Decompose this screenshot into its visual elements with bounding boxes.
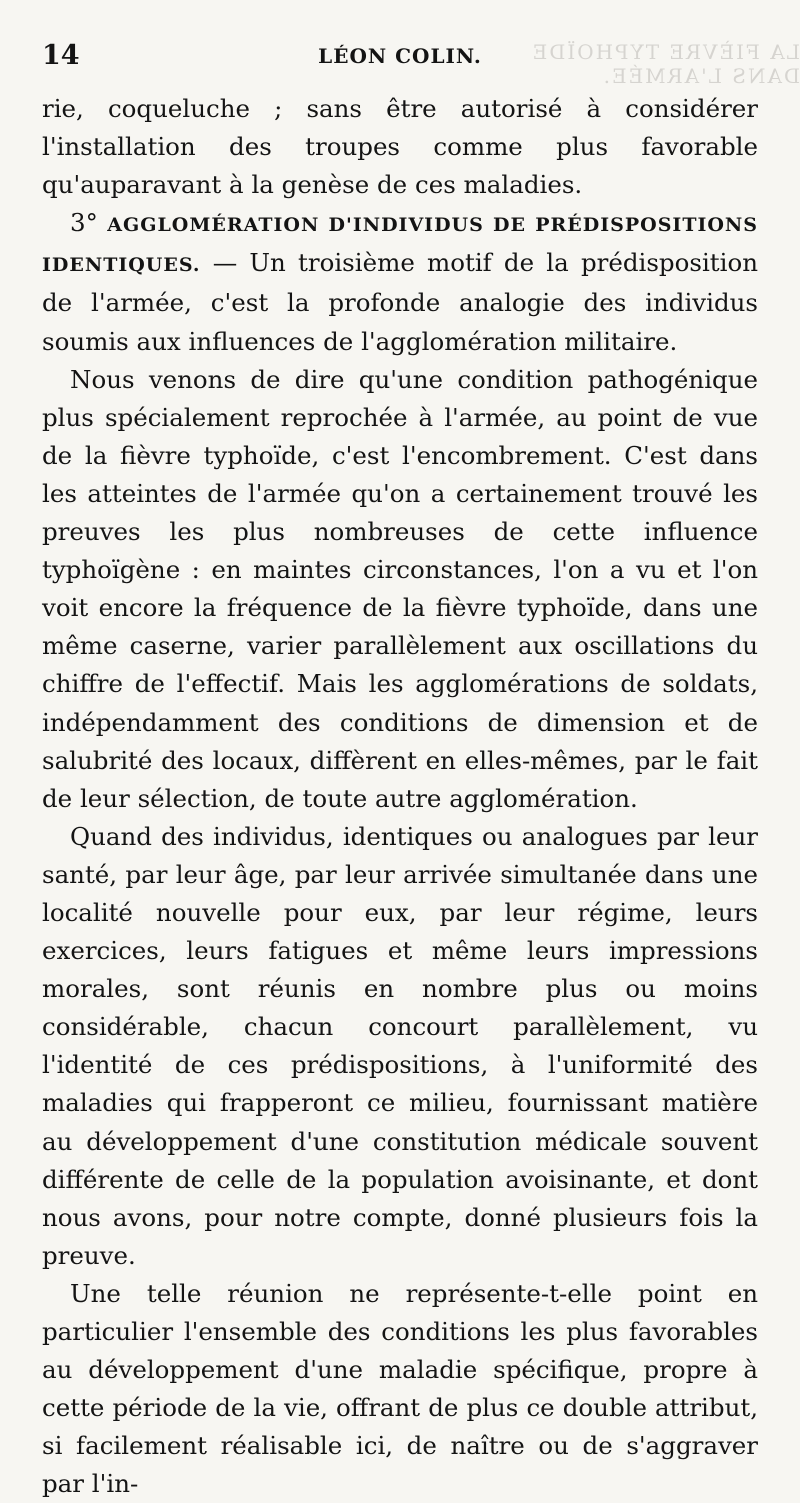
paragraph-text: rie, coqueluche ; sans être autorisé à considérer l'installation des troupes comme plus favorable qu'auparavant à la genèse de ces maladies.	[42, 94, 758, 200]
page-number: 14	[42, 40, 80, 71]
bleed-through-text: LA FIÈVRE TYPHOÏDE DANS L'ARMÉE.	[530, 40, 800, 88]
body-text	[42, 90, 758, 1503]
paragraph-text: Nous venons de dire qu'une condition pathogénique plus spécialement reprochée à l'armée, au point de vue de la fièvre typhoïde, c'est l'encombrement. C'est dans les atteintes de l'armée qu'on a certainement trouvé les preuves les plus nombreuses de cette influence typhoïgène : en maintes circonstances, l'on a vu et l'on voit encore la fréquence de la fièvre typhoïde, dans une même caserne, varier parallèlement aux oscillations du chiffre de l'effectif. Mais les agglomérations de soldats, indépendamment des conditions de dimension et de salubrité des locaux, diffèrent en elles-mêmes, par le fait de leur sélection, de toute autre agglomération.	[42, 364, 758, 813]
paragraph-text: — Un troisième motif de la prédisposition de l'armée, c'est la profonde analogie des individus soumis aux influences de l'agglomération militaire.	[42, 248, 758, 356]
paragraph-continuation	[42, 90, 758, 204]
section-heading: AGGLOMÉRATION D'INDIVIDUS DE PRÉDISPOSITIONS IDENTIQUES.	[42, 214, 758, 277]
paragraph-text: Quand des individus, identiques ou analogues par leur santé, par leur âge, par leur arrivée simultanée dans une localité nouvelle pour eux, par leur régime, leurs exercices, leurs fatigues et même leurs impressions morales, sont réunis en nombre plus ou moins considérable, chacun concourt parallèlement, vu l'identité de ces prédispositions, à l'uniformité des maladies qui frapperont ce milieu, fournissant matière au développement d'une constitution médicale souvent différente de celle de la population avoisinante, et dont nous avons, pour notre compte, donné plusieurs fois la preuve.	[42, 821, 758, 1270]
paragraph	[42, 818, 758, 1275]
running-head: LÉON COLIN.	[318, 44, 482, 68]
paragraph-section-heading	[42, 204, 758, 360]
paragraph	[42, 1275, 758, 1503]
paragraph	[42, 361, 758, 818]
section-number: 3°	[70, 208, 98, 238]
paragraph-text: Une telle réunion ne représente-t-elle point en particulier l'ensemble des conditions les plus favorables au développement d'une maladie spécifique, propre à cette période de la vie, offrant de plus ce double attribut, si facilement réalisable ici, de naître ou de s'aggraver par l'in-	[42, 1278, 758, 1499]
page-header	[40, 38, 760, 74]
